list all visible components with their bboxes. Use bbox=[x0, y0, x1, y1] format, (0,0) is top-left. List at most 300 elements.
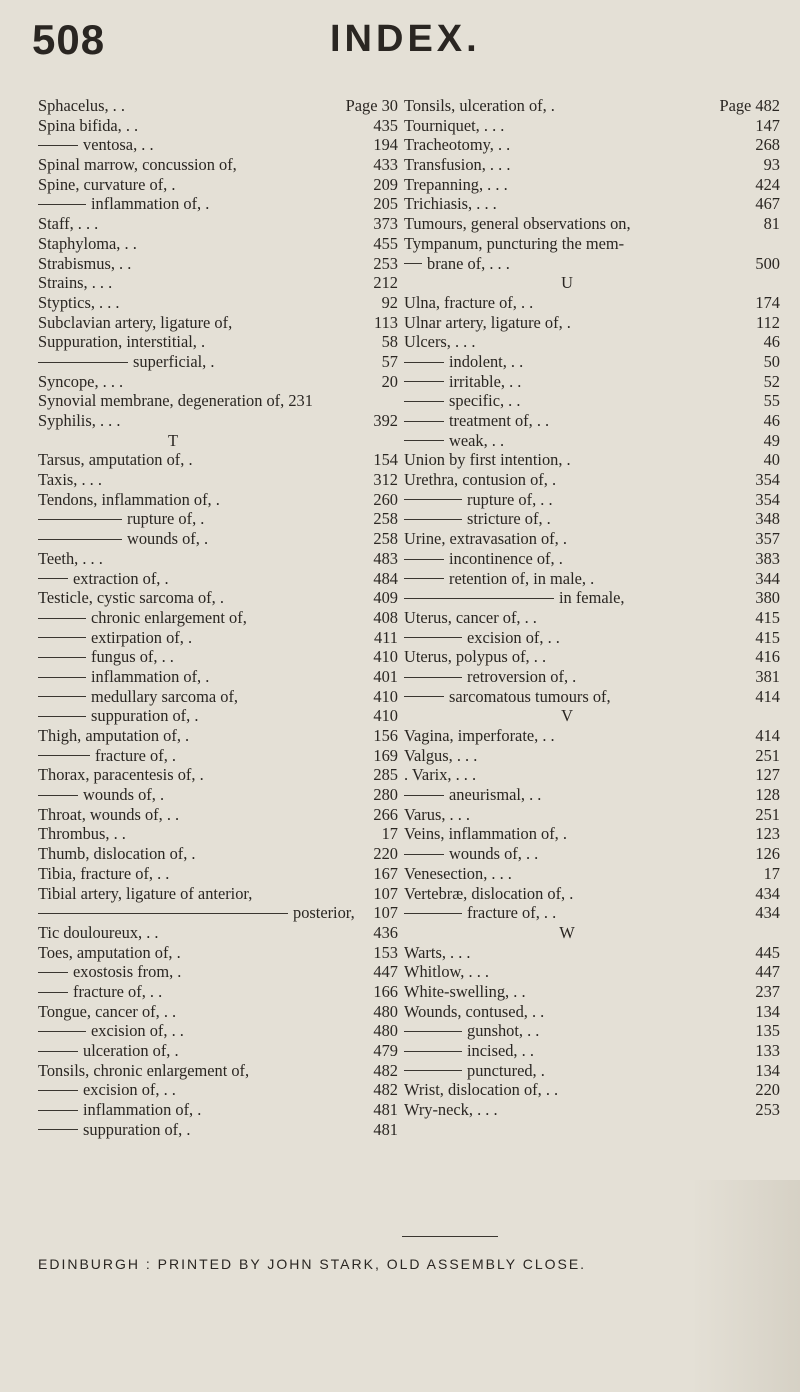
entry-page-number: 212 bbox=[370, 273, 398, 293]
entry-page-number: 414 bbox=[752, 726, 780, 746]
leader-dots: . . bbox=[529, 647, 547, 667]
entry-page-number: 154 bbox=[370, 450, 398, 470]
entry-page-number: 194 bbox=[370, 135, 398, 155]
entry-page-number: 46 bbox=[761, 411, 780, 431]
index-entry bbox=[38, 726, 398, 746]
leader-dots: . . bbox=[521, 844, 539, 864]
entry-page-number: 134 bbox=[752, 1061, 780, 1081]
entry-page-number: 251 bbox=[752, 805, 780, 825]
entry-page-number: 133 bbox=[752, 1041, 780, 1061]
entry-page-number: 258 bbox=[370, 529, 398, 549]
leader-dots: . bbox=[546, 96, 555, 115]
index-entry bbox=[38, 943, 398, 963]
entry-label: . Varix, bbox=[404, 765, 452, 785]
entry-page-number: 251 bbox=[752, 746, 780, 766]
entry-page-number: 55 bbox=[761, 391, 780, 411]
entry-label: suppuration of, bbox=[91, 706, 191, 726]
entry-page-number: 414 bbox=[752, 687, 780, 707]
index-entry bbox=[38, 411, 398, 431]
index-entry bbox=[404, 1100, 780, 1120]
ditto-dash bbox=[404, 795, 444, 796]
index-entry bbox=[404, 647, 780, 667]
leader-dots: . . bbox=[509, 981, 526, 1001]
index-entry bbox=[38, 509, 398, 529]
index-entry bbox=[38, 1002, 398, 1022]
entry-page-number: 166 bbox=[370, 982, 398, 1002]
entry-page-number: 123 bbox=[752, 824, 780, 844]
ditto-dash bbox=[38, 362, 128, 363]
ditto-dash bbox=[404, 1051, 462, 1052]
leader-dots: . bbox=[568, 666, 577, 686]
index-entry bbox=[38, 273, 398, 293]
entry-page-number: 260 bbox=[370, 490, 398, 510]
entry-label: retention of, in male, bbox=[449, 568, 586, 588]
index-entry bbox=[38, 313, 398, 333]
entry-page-number: 481 bbox=[370, 1100, 398, 1120]
leader-dots: . . . bbox=[77, 470, 102, 490]
entry-label: Thorax, paracentesis of, bbox=[38, 765, 196, 785]
leader-dots: . . bbox=[159, 1001, 177, 1021]
entry-page-number: 344 bbox=[752, 569, 780, 589]
leader-dots: . . . bbox=[464, 962, 489, 982]
entry-page-number: 220 bbox=[752, 1080, 780, 1100]
printer-imprint: EDINBURGH : PRINTED BY JOHN STARK, OLD ASSEMBLY CLOSE. bbox=[38, 1256, 587, 1272]
entry-label: Syncope, bbox=[38, 371, 99, 391]
leader-dots: . bbox=[199, 529, 209, 549]
index-entry bbox=[404, 214, 780, 234]
leader-dots: . . bbox=[504, 391, 521, 411]
entry-page-number: 435 bbox=[370, 116, 398, 136]
entry-label: Throat, wounds of, bbox=[38, 804, 163, 824]
index-entry bbox=[38, 785, 398, 805]
entry-page-number: 93 bbox=[761, 155, 780, 175]
entry-label: wounds of, bbox=[127, 529, 200, 549]
leader-dots: . bbox=[167, 174, 176, 194]
entry-label: Strains, bbox=[38, 273, 88, 293]
entry-label: Tic douloureux, bbox=[38, 922, 143, 942]
entry-page-number: 434 bbox=[752, 903, 780, 923]
entry-page-number: 57 bbox=[379, 352, 398, 372]
index-entry bbox=[404, 628, 780, 648]
index-entry bbox=[38, 135, 398, 155]
leader-dots: . bbox=[187, 844, 196, 864]
entry-label: brane of, bbox=[427, 253, 486, 273]
entry-label: weak, bbox=[449, 430, 488, 450]
index-entry bbox=[38, 549, 398, 569]
entry-label: White-swelling, bbox=[404, 981, 510, 1001]
entry-label: Testicle, cystic sarcoma of, bbox=[38, 588, 216, 608]
index-entry bbox=[404, 569, 780, 589]
leader-dots: . . bbox=[114, 253, 132, 273]
index-entry bbox=[404, 687, 780, 707]
entry-label: Tibia, fracture of, bbox=[38, 863, 154, 883]
entry-label: superficial, bbox=[133, 351, 207, 371]
index-entry bbox=[38, 706, 398, 726]
leader-dots: . . . bbox=[445, 942, 471, 962]
index-entry bbox=[38, 628, 398, 648]
index-entry bbox=[404, 509, 780, 529]
leader-dots: . . bbox=[137, 135, 154, 155]
entry-label: extraction of, bbox=[73, 568, 161, 588]
entry-page-number: 357 bbox=[752, 529, 780, 549]
entry-label: in female, bbox=[559, 588, 625, 608]
leader-dots: . bbox=[190, 706, 199, 726]
entry-label: incontinence of, bbox=[449, 548, 555, 568]
leader-dots: . bbox=[193, 1100, 202, 1120]
entry-label: Tympanum, puncturing the mem- bbox=[404, 233, 625, 253]
index-entry bbox=[404, 135, 780, 155]
entry-label: wounds of, bbox=[449, 844, 522, 864]
entry-label: Tumours, general observations on, bbox=[404, 214, 631, 234]
entry-page-number: 500 bbox=[752, 254, 780, 274]
ditto-dash bbox=[404, 499, 462, 500]
entry-label: Strabismus, bbox=[38, 253, 115, 273]
entry-page-number: 410 bbox=[370, 687, 398, 707]
footer-rule bbox=[402, 1236, 498, 1237]
index-entry bbox=[404, 490, 780, 510]
ditto-dash bbox=[404, 578, 444, 579]
index-entry bbox=[38, 155, 398, 175]
entry-page-number: 415 bbox=[752, 608, 780, 628]
leader-dots: . . bbox=[153, 863, 170, 883]
leader-dots: . . bbox=[527, 1001, 545, 1021]
entry-label: fungus of, bbox=[91, 647, 158, 667]
ditto-dash bbox=[404, 1031, 462, 1032]
ditto-dash bbox=[404, 519, 462, 520]
entry-page-number: 107 bbox=[370, 884, 398, 904]
ditto-dash bbox=[404, 421, 444, 422]
entry-label: Wounds, contused, bbox=[404, 1001, 528, 1021]
index-entry bbox=[38, 687, 398, 707]
entry-label: exostosis from, bbox=[73, 962, 174, 982]
entry-page-number: 483 bbox=[370, 549, 398, 569]
entry-page-number: 482 bbox=[370, 1080, 398, 1100]
entry-label: Syphilis, bbox=[38, 411, 96, 430]
entry-label: Synovial membrane, degeneration of, 231 bbox=[38, 391, 313, 411]
index-entry bbox=[38, 647, 398, 667]
entry-label: ventosa, bbox=[83, 135, 138, 155]
index-entry bbox=[404, 529, 780, 549]
leader-dots: . bbox=[206, 351, 215, 371]
index-entry bbox=[404, 411, 780, 431]
index-entry bbox=[38, 903, 398, 923]
leader-dots: . . bbox=[108, 96, 125, 115]
index-entry bbox=[404, 175, 780, 195]
entry-label: Veins, inflammation of, bbox=[404, 824, 559, 844]
entry-page-number: 424 bbox=[752, 175, 780, 195]
index-entry bbox=[38, 391, 398, 411]
index-entry bbox=[404, 1002, 780, 1022]
entry-label: Tibial artery, ligature of anterior, bbox=[38, 883, 253, 903]
index-entry bbox=[38, 1021, 398, 1041]
entry-label: Suppuration, interstitial, bbox=[38, 332, 197, 352]
index-entry bbox=[404, 549, 780, 569]
entry-page-number: 266 bbox=[370, 805, 398, 825]
entry-page-number: 481 bbox=[370, 1120, 398, 1140]
entry-page-number: 253 bbox=[370, 254, 398, 274]
entry-label: Trepanning, bbox=[404, 174, 484, 194]
entry-page-number: 436 bbox=[370, 923, 398, 943]
entry-page-number: 58 bbox=[379, 332, 398, 352]
leader-dots: . bbox=[536, 1060, 545, 1080]
entry-label: Staphyloma, bbox=[38, 233, 121, 253]
ditto-dash bbox=[38, 145, 78, 146]
entry-label: rupture of, bbox=[467, 489, 537, 509]
leader-dots: . . bbox=[487, 430, 505, 450]
leader-dots: . . . bbox=[451, 765, 477, 785]
entry-label: Teeth, bbox=[38, 548, 79, 568]
entry-page-number: 312 bbox=[370, 470, 398, 490]
entry-label: specific, bbox=[449, 391, 505, 411]
leader-dots: . bbox=[562, 450, 571, 470]
leader-dots: . bbox=[172, 942, 181, 962]
leader-dots: . bbox=[211, 489, 220, 509]
entry-label: Thigh, amputation of, bbox=[38, 726, 181, 745]
entry-page-number: 480 bbox=[370, 1021, 398, 1041]
entry-page-number: 401 bbox=[370, 667, 398, 687]
entry-page-number: 174 bbox=[752, 293, 780, 313]
index-entry bbox=[38, 962, 398, 982]
entry-page-number: 268 bbox=[752, 135, 780, 155]
entry-page-number: 482 bbox=[370, 1061, 398, 1081]
entry-page-number: 354 bbox=[752, 470, 780, 490]
entry-page-number: 153 bbox=[370, 943, 398, 963]
leader-dots: . bbox=[554, 548, 563, 568]
entry-page-number: 134 bbox=[752, 1002, 780, 1022]
entry-page-number: 49 bbox=[761, 431, 780, 451]
entry-page-number: 280 bbox=[370, 785, 398, 805]
ditto-dash bbox=[38, 1051, 78, 1052]
entry-page-number: 409 bbox=[370, 588, 398, 608]
index-entry bbox=[404, 844, 780, 864]
index-entry bbox=[38, 864, 398, 884]
ditto-dash bbox=[38, 795, 78, 796]
index-entry bbox=[404, 667, 780, 687]
index-entry bbox=[404, 194, 780, 214]
entry-label: Styptics, bbox=[38, 292, 95, 312]
entry-page-number: 383 bbox=[752, 549, 780, 569]
entry-label: Warts, bbox=[404, 942, 446, 962]
index-entry bbox=[404, 96, 780, 116]
leader-dots: . . bbox=[532, 411, 550, 430]
leader-dots: . bbox=[160, 568, 169, 588]
leader-dots: . bbox=[196, 509, 205, 529]
index-entry bbox=[404, 254, 780, 274]
leader-dots: . . bbox=[162, 804, 180, 824]
entry-label: rupture of, bbox=[127, 509, 197, 529]
index-entry bbox=[404, 805, 780, 825]
entry-label: treatment of, bbox=[449, 411, 533, 430]
index-entry bbox=[404, 1021, 780, 1041]
index-entry bbox=[404, 903, 780, 923]
entry-label: medullary sarcoma of, bbox=[91, 686, 239, 706]
leader-dots: . bbox=[167, 745, 177, 765]
index-entry bbox=[38, 450, 398, 470]
index-entry bbox=[404, 864, 780, 884]
entry-page-number: 147 bbox=[752, 116, 780, 136]
leader-dots: . . bbox=[516, 292, 534, 312]
entry-label: Vertebræ, dislocation of, bbox=[404, 883, 566, 903]
entry-page-number: 50 bbox=[761, 352, 780, 372]
index-entry bbox=[38, 116, 398, 136]
entry-label: stricture of, bbox=[467, 509, 543, 529]
entry-label: Tongue, cancer of, bbox=[38, 1001, 160, 1021]
leader-dots: . bbox=[195, 765, 204, 785]
index-entry bbox=[38, 1120, 398, 1140]
paper-stain bbox=[690, 1180, 800, 1392]
entry-page-number: Page 482 bbox=[716, 96, 780, 116]
ditto-dash bbox=[38, 539, 122, 540]
entry-label: fracture of, bbox=[95, 745, 168, 765]
leader-dots: . . bbox=[159, 1080, 176, 1100]
entry-label: Ulnar artery, ligature of, bbox=[404, 312, 563, 332]
entry-page-number: 107 bbox=[370, 903, 398, 923]
entry-page-number: 434 bbox=[752, 884, 780, 904]
ditto-dash bbox=[38, 657, 86, 658]
section-letter: V bbox=[561, 706, 573, 726]
entry-page-number: 237 bbox=[752, 982, 780, 1002]
ditto-dash bbox=[404, 381, 444, 382]
ditto-dash bbox=[404, 1070, 462, 1071]
leader-dots: . . bbox=[157, 647, 174, 667]
entry-label: Taxis, bbox=[38, 470, 78, 490]
index-entry bbox=[38, 529, 398, 549]
ditto-dash bbox=[404, 598, 554, 599]
ditto-dash bbox=[38, 992, 68, 993]
entry-page-number: 392 bbox=[370, 411, 398, 431]
index-entry bbox=[404, 116, 780, 136]
entry-page-number: 81 bbox=[761, 214, 780, 234]
ditto-dash bbox=[404, 401, 444, 402]
entry-page-number: 445 bbox=[752, 943, 780, 963]
entry-label: fracture of, bbox=[467, 903, 540, 923]
entry-label: suppuration of, bbox=[83, 1119, 183, 1139]
index-entry bbox=[38, 470, 398, 490]
leader-dots: . . . bbox=[487, 863, 512, 883]
leader-dots: . . . bbox=[98, 371, 124, 391]
index-entry bbox=[38, 254, 398, 274]
index-entry bbox=[38, 765, 398, 785]
entry-page-number: 373 bbox=[370, 214, 398, 234]
leader-dots: . bbox=[201, 666, 210, 686]
index-entry bbox=[404, 332, 780, 352]
entry-label: incised, bbox=[467, 1041, 518, 1060]
entry-label: Tourniquet, bbox=[404, 115, 480, 135]
leader-dots: . . bbox=[536, 489, 553, 509]
leader-dots: . . bbox=[525, 785, 542, 805]
page-number: 508 bbox=[32, 16, 106, 63]
index-entry bbox=[38, 332, 398, 352]
leader-dots: . bbox=[542, 509, 551, 529]
entry-page-number: 205 bbox=[370, 194, 398, 214]
leader-dots: . . bbox=[523, 1021, 540, 1041]
leader-dots: . bbox=[558, 529, 567, 549]
leader-dots: . . . bbox=[472, 1100, 498, 1120]
leader-dots: . . bbox=[538, 726, 555, 745]
entry-label: Uterus, cancer of, bbox=[404, 607, 521, 627]
leader-dots: . . bbox=[517, 1041, 534, 1060]
entry-label: Wrist, dislocation of, bbox=[404, 1080, 542, 1100]
ditto-dash bbox=[404, 263, 422, 264]
entry-page-number: 410 bbox=[370, 647, 398, 667]
ditto-dash bbox=[38, 578, 68, 579]
index-entry bbox=[38, 1061, 398, 1081]
index-entry bbox=[404, 588, 780, 608]
entry-page-number: 455 bbox=[370, 234, 398, 254]
entry-label: Spine, curvature of, bbox=[38, 174, 168, 194]
ditto-dash bbox=[404, 637, 462, 638]
entry-label: Staff, bbox=[38, 214, 74, 234]
section-letter: W bbox=[559, 922, 575, 942]
index-entry bbox=[404, 1061, 780, 1081]
entry-label: excision of, bbox=[467, 627, 544, 647]
leader-dots: . bbox=[183, 627, 193, 647]
entry-label: Varus, bbox=[404, 804, 446, 824]
ditto-dash bbox=[38, 696, 86, 697]
leader-dots: . bbox=[170, 1041, 179, 1060]
index-entry bbox=[404, 431, 780, 451]
ditto-dash bbox=[38, 637, 86, 638]
index-entry bbox=[404, 234, 780, 254]
index-entry bbox=[404, 293, 780, 313]
page-header bbox=[0, 0, 800, 63]
entry-label: irritable, bbox=[449, 371, 505, 391]
index-entry bbox=[38, 214, 398, 234]
entry-label: Urethra, contusion of, bbox=[404, 470, 548, 490]
leader-dots: . . bbox=[142, 922, 159, 942]
entry-page-number: 415 bbox=[752, 628, 780, 648]
entry-label: Toes, amputation of, bbox=[38, 942, 173, 962]
entry-label: Wry-neck, bbox=[404, 1100, 473, 1120]
index-entry bbox=[38, 175, 398, 195]
index-entry bbox=[38, 608, 398, 628]
index-entry bbox=[404, 962, 780, 982]
entry-label: Thrombus, bbox=[38, 824, 110, 844]
entry-page-number: 127 bbox=[752, 765, 780, 785]
entry-page-number: 113 bbox=[371, 313, 398, 333]
entry-page-number: 447 bbox=[370, 962, 398, 982]
leader-dots: . . bbox=[541, 1080, 559, 1100]
entry-page-number: 40 bbox=[761, 450, 780, 470]
index-entry bbox=[38, 372, 398, 392]
entry-label: Subclavian artery, ligature of, bbox=[38, 312, 233, 332]
leader-dots: . . . bbox=[78, 548, 103, 568]
ditto-dash bbox=[38, 913, 288, 914]
leader-dots: . . bbox=[493, 135, 511, 155]
entry-label: Urine, extravasation of, bbox=[404, 529, 559, 549]
leader-dots: . . . bbox=[485, 253, 510, 273]
index-entry bbox=[38, 923, 398, 943]
leader-dots: . . . bbox=[95, 411, 121, 430]
entry-page-number: 209 bbox=[370, 175, 398, 195]
entry-label: gunshot, bbox=[467, 1021, 524, 1041]
index-entry bbox=[38, 1100, 398, 1120]
entry-label: inflammation of, bbox=[91, 194, 202, 214]
entry-page-number: 447 bbox=[752, 962, 780, 982]
entry-label: Uterus, polypus of, bbox=[404, 647, 530, 667]
entry-label: Ulcers, bbox=[404, 332, 451, 352]
ditto-dash bbox=[404, 913, 462, 914]
entry-label: inflammation of, bbox=[83, 1100, 194, 1120]
entry-label: Venesection, bbox=[404, 863, 488, 883]
leader-dots: . bbox=[180, 726, 190, 745]
entry-page-number: 52 bbox=[761, 372, 780, 392]
entry-page-number: 381 bbox=[752, 667, 780, 687]
entry-page-number: 480 bbox=[370, 1002, 398, 1022]
ditto-dash bbox=[38, 972, 68, 973]
entry-page-number: Page 30 bbox=[343, 96, 398, 116]
index-entry bbox=[404, 155, 780, 175]
